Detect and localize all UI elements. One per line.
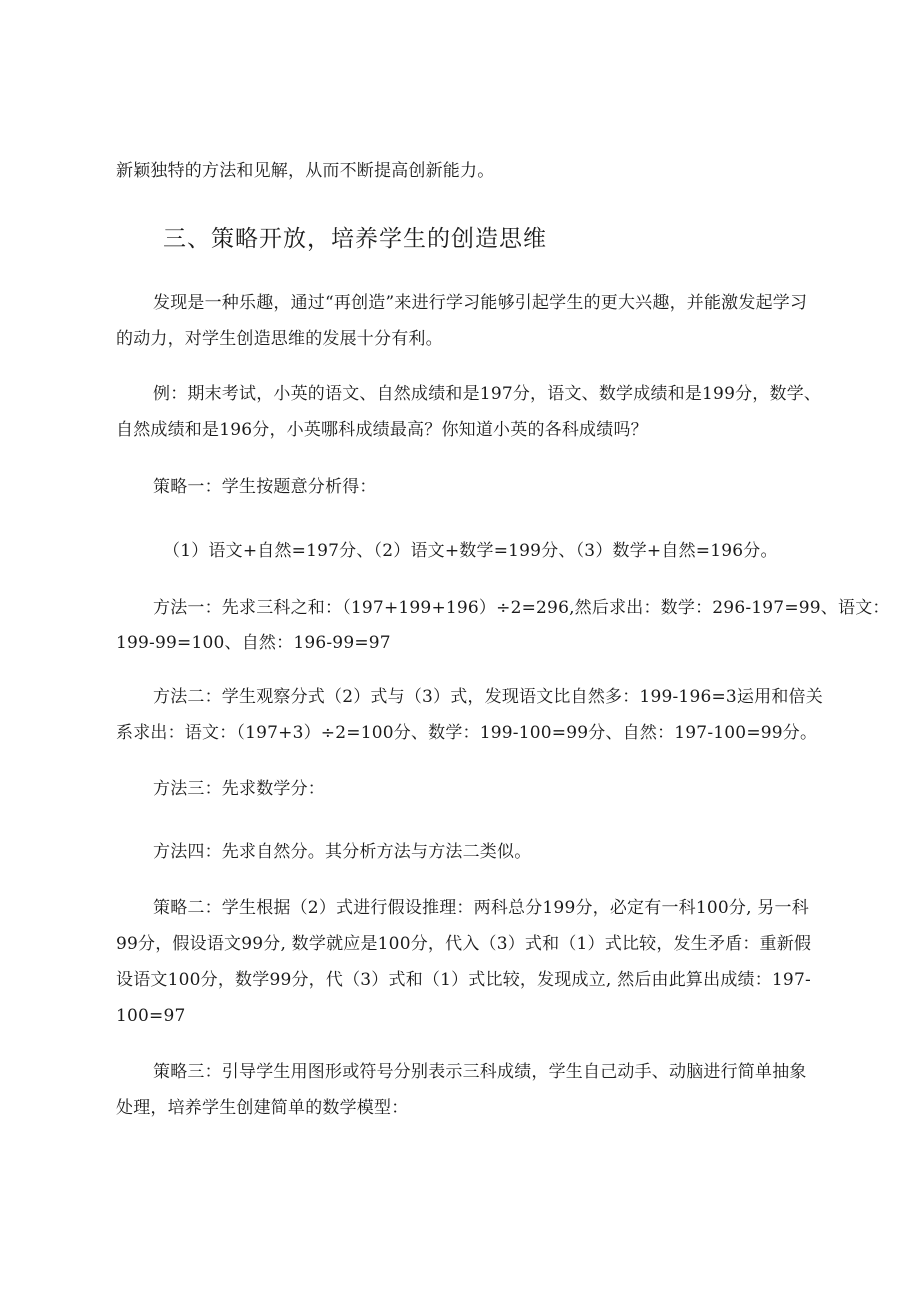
example-paragraph-line-2: 自然成绩和是196分，小英哪科成绩最高？你知道小英的各科成绩吗？: [116, 420, 648, 440]
strategy-three-line-1: 策略三：引导学生用图形或符号分别表示三科成绩，学生自己动手、动脑进行简单抽象: [153, 1062, 807, 1082]
method-one-line-2: 199-99=100、自然：196-99=97: [116, 633, 391, 653]
equations-line: （1）语文+自然=197分、（2）语文+数学=199分、（3）数学+自然=196分。: [163, 541, 778, 561]
method-four-line: 方法四：先求自然分。其分析方法与方法二类似。: [153, 842, 532, 862]
example-paragraph-line-1: 例：期末考试，小英的语文、自然成绩和是197分，语文、数学成绩和是199分，数学、: [153, 384, 822, 404]
strategy-two-line-2: 99分，假设语文99分, 数学就应是100分，代入（3）式和（1）式比较，发生矛盾：重新假: [116, 934, 812, 954]
strategy-two-line-3: 设语文100分，数学99分，代（3）式和（1）式比较，发现成立, 然后由此算出成绩：197-: [116, 970, 811, 990]
method-two-line-1: 方法二：学生观察分式（2）式与（3）式，发现语文比自然多：199-196=3运用和倍关: [153, 687, 823, 707]
method-one-line-1: 方法一：先求三科之和：（197+199+196）÷2=296,然后求出：数学：296-197=99、语文：: [153, 598, 890, 618]
strategy-two-line-4: 100=97: [116, 1006, 186, 1026]
method-two-line-2: 系求出：语文：（197+3）÷2=100分、数学：199-100=99分、自然：197-100=99分。: [116, 723, 818, 743]
section-heading: 三、策略开放，培养学生的创造思维: [163, 226, 547, 252]
discovery-paragraph-line-2: 的动力，对学生创造思维的发展十分有利。: [116, 329, 443, 349]
intro-tail-line: 新颖独特的方法和见解，从而不断提高创新能力。: [116, 161, 495, 181]
strategy-two-line-1: 策略二：学生根据（2）式进行假设推理：两科总分199分，必定有一科100分, 另一科: [153, 898, 809, 918]
strategy-three-line-2: 处理，培养学生创建简单的数学模型：: [116, 1098, 409, 1118]
method-three-line: 方法三：先求数学分：: [153, 779, 325, 799]
discovery-paragraph-line-1: 发现是一种乐趣，通过“再创造”来进行学习能够引起学生的更大兴趣，并能激发起学习: [153, 293, 808, 313]
strategy-one-line: 策略一：学生按题意分析得：: [153, 477, 377, 497]
